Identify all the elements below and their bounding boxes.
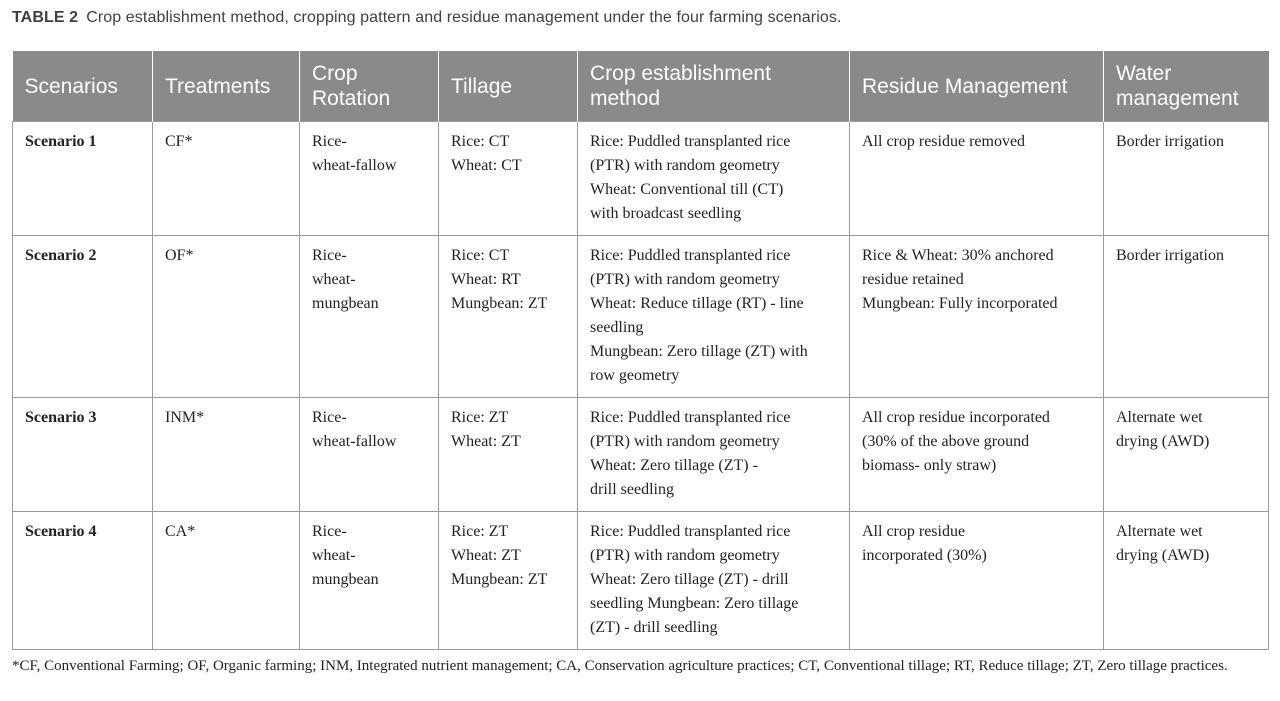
header-residue-management: Residue Management — [850, 51, 1104, 122]
scenarios-table — [12, 51, 1269, 650]
cell-scenario: Scenario 4 — [13, 512, 153, 650]
cell-residue: Rice & Wheat: 30% anchored residue retained Mungbean: Fully incorporated — [850, 236, 1104, 398]
cell-treatment: CA* — [153, 512, 300, 650]
cell-scenario: Scenario 3 — [13, 398, 153, 512]
cell-establishment: Rice: Puddled transplanted rice (PTR) with random geometry Wheat: Reduce tillage (RT) - line seedling Mungbean: Zero tillage (ZT) with row geometry — [578, 236, 850, 398]
table-row — [13, 512, 1269, 650]
header-scenarios: Scenarios — [13, 51, 153, 122]
cell-residue: All crop residue removed — [850, 122, 1104, 236]
table-label: TABLE 2 — [12, 9, 79, 26]
table-caption — [12, 9, 1268, 27]
cell-water: Border irrigation — [1104, 122, 1269, 236]
cell-tillage: Rice: ZT Wheat: ZT Mungbean: ZT — [439, 512, 578, 650]
table-footnote: *CF, Conventional Farming; OF, Organic farming; INM, Integrated nutrient management; CA, Conservation agriculture practices; CT, Conventional tillage; RT, Reduce tillage; ZT, Zero tillage practices. — [12, 658, 1228, 674]
header-treatments: Treatments — [153, 51, 300, 122]
cell-scenario: Scenario 1 — [13, 122, 153, 236]
table-row — [13, 398, 1269, 512]
cell-establishment: Rice: Puddled transplanted rice (PTR) with random geometry Wheat: Zero tillage (ZT) - drill seedling — [578, 398, 850, 512]
cell-water: Alternate wet drying (AWD) — [1104, 512, 1269, 650]
cell-water: Border irrigation — [1104, 236, 1269, 398]
cell-tillage: Rice: CT Wheat: CT — [439, 122, 578, 236]
cell-residue: All crop residue incorporated (30%) — [850, 512, 1104, 650]
cell-tillage: Rice: ZT Wheat: ZT — [439, 398, 578, 512]
cell-rotation: Rice- wheat-fallow — [300, 398, 439, 512]
cell-establishment: Rice: Puddled transplanted rice (PTR) with random geometry Wheat: Conventional till (CT) with broadcast seedling — [578, 122, 850, 236]
cell-rotation: Rice- wheat- mungbean — [300, 236, 439, 398]
header-tillage: Tillage — [439, 51, 578, 122]
table-header-row — [13, 51, 1269, 122]
table-row — [13, 236, 1269, 398]
cell-treatment: OF* — [153, 236, 300, 398]
table-row — [13, 122, 1269, 236]
cell-treatment: CF* — [153, 122, 300, 236]
cell-residue: All crop residue incorporated (30% of the above ground biomass- only straw) — [850, 398, 1104, 512]
cell-water: Alternate wet drying (AWD) — [1104, 398, 1269, 512]
caption-text: Crop establishment method, cropping pattern and residue management under the four farming scenarios. — [86, 9, 842, 26]
cell-rotation: Rice- wheat-fallow — [300, 122, 439, 236]
cell-establishment: Rice: Puddled transplanted rice (PTR) with random geometry Wheat: Zero tillage (ZT) - drill seedling Mungbean: Zero tillage (ZT) - drill seedling — [578, 512, 850, 650]
header-crop-rotation: Crop Rotation — [300, 51, 439, 122]
cell-scenario: Scenario 2 — [13, 236, 153, 398]
cell-tillage: Rice: CT Wheat: RT Mungbean: ZT — [439, 236, 578, 398]
cell-rotation: Rice- wheat- mungbean — [300, 512, 439, 650]
header-crop-establishment-method: Crop establishment method — [578, 51, 850, 122]
header-water-management: Water management — [1104, 51, 1269, 122]
cell-treatment: INM* — [153, 398, 300, 512]
